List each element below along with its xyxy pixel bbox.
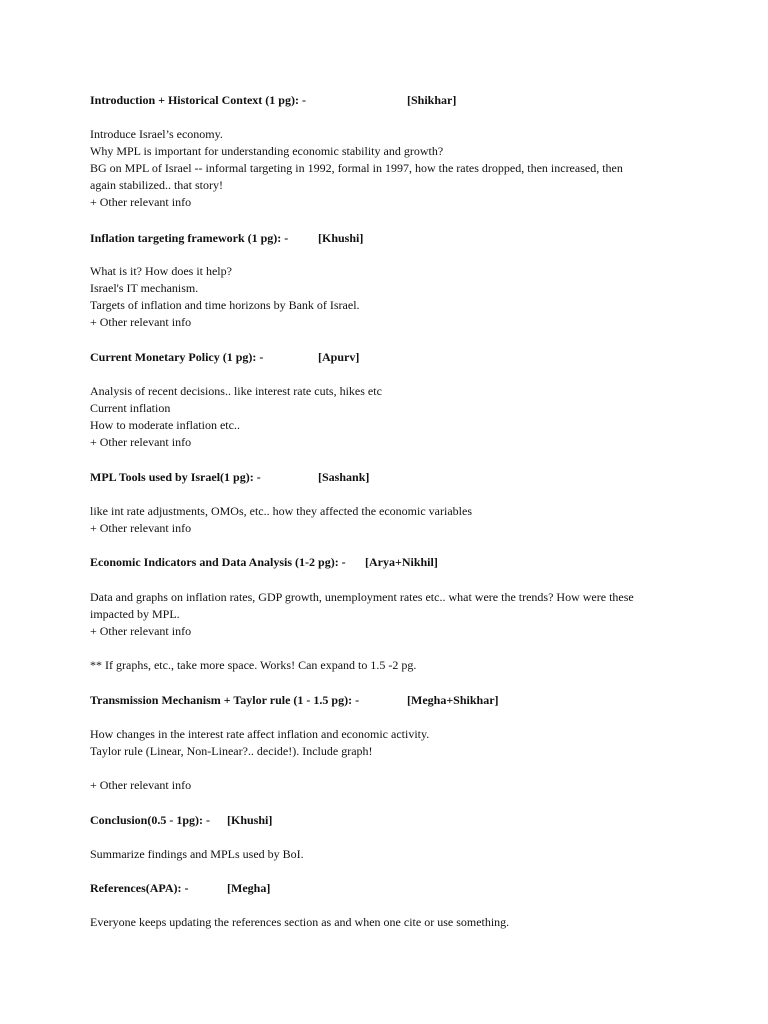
section-line: + Other relevant info — [90, 778, 192, 792]
section-line: + Other relevant info — [90, 624, 192, 638]
section-heading-economic-indicators: Economic Indicators and Data Analysis (1-2 pg): - — [90, 555, 346, 569]
section-line: Why MPL is important for understanding economic stability and growth? — [90, 144, 444, 158]
section-line: again stabilized.. that story! — [90, 178, 223, 192]
section-line: like int rate adjustments, OMOs, etc.. how they affected the economic variables — [90, 504, 472, 518]
section-line: Data and graphs on inflation rates, GDP growth, unemployment rates etc.. what were the trends? How were these — [90, 590, 634, 604]
section-line: Summarize findings and MPLs used by BoI. — [90, 847, 304, 861]
section-assignee-economic-indicators: [Arya+Nikhil] — [365, 555, 438, 569]
section-line: Taylor rule (Linear, Non-Linear?.. decide!). Include graph! — [90, 744, 373, 758]
section-heading-inflation-targeting: Inflation targeting framework (1 pg): - — [90, 231, 289, 245]
section-heading-mpl-tools: MPL Tools used by Israel(1 pg): - — [90, 470, 261, 484]
section-line: Everyone keeps updating the references section as and when one cite or use something. — [90, 915, 510, 929]
section-line: Israel's IT mechanism. — [90, 281, 199, 295]
section-line: + Other relevant info — [90, 435, 192, 449]
section-assignee-introduction: [Shikhar] — [407, 93, 457, 107]
section-heading-transmission-mechanism: Transmission Mechanism + Taylor rule (1 - 1.5 pg): - — [90, 693, 360, 707]
section-heading-current-monetary-policy: Current Monetary Policy (1 pg): - — [90, 350, 264, 364]
section-line: How to moderate inflation etc.. — [90, 418, 240, 432]
section-line: + Other relevant info — [90, 521, 192, 535]
section-assignee-mpl-tools: [Sashank] — [318, 470, 370, 484]
section-note: ** If graphs, etc., take more space. Works! Can expand to 1.5 -2 pg. — [90, 658, 417, 672]
section-assignee-transmission-mechanism: [Megha+Shikhar] — [407, 693, 499, 707]
section-assignee-current-monetary-policy: [Apurv] — [318, 350, 360, 364]
section-line: Current inflation — [90, 401, 171, 415]
section-line: How changes in the interest rate affect inflation and economic activity. — [90, 727, 430, 741]
section-assignee-references: [Megha] — [227, 881, 271, 895]
section-line: Introduce Israel’s economy. — [90, 127, 223, 141]
section-line: impacted by MPL. — [90, 607, 180, 621]
section-heading-references: References(APA): - — [90, 881, 189, 895]
section-heading-conclusion: Conclusion(0.5 - 1pg): - — [90, 813, 211, 827]
section-assignee-conclusion: [Khushi] — [227, 813, 273, 827]
section-line: Targets of inflation and time horizons by Bank of Israel. — [90, 298, 360, 312]
section-line: + Other relevant info — [90, 195, 192, 209]
section-line: Analysis of recent decisions.. like interest rate cuts, hikes etc — [90, 384, 382, 398]
section-line: + Other relevant info — [90, 315, 192, 329]
section-heading-introduction: Introduction + Historical Context (1 pg): - — [90, 93, 306, 107]
section-line: BG on MPL of Israel -- informal targeting in 1992, formal in 1997, how the rates dropped, then increased, then — [90, 161, 623, 175]
section-line: What is it? How does it help? — [90, 264, 232, 278]
section-assignee-inflation-targeting: [Khushi] — [318, 231, 364, 245]
